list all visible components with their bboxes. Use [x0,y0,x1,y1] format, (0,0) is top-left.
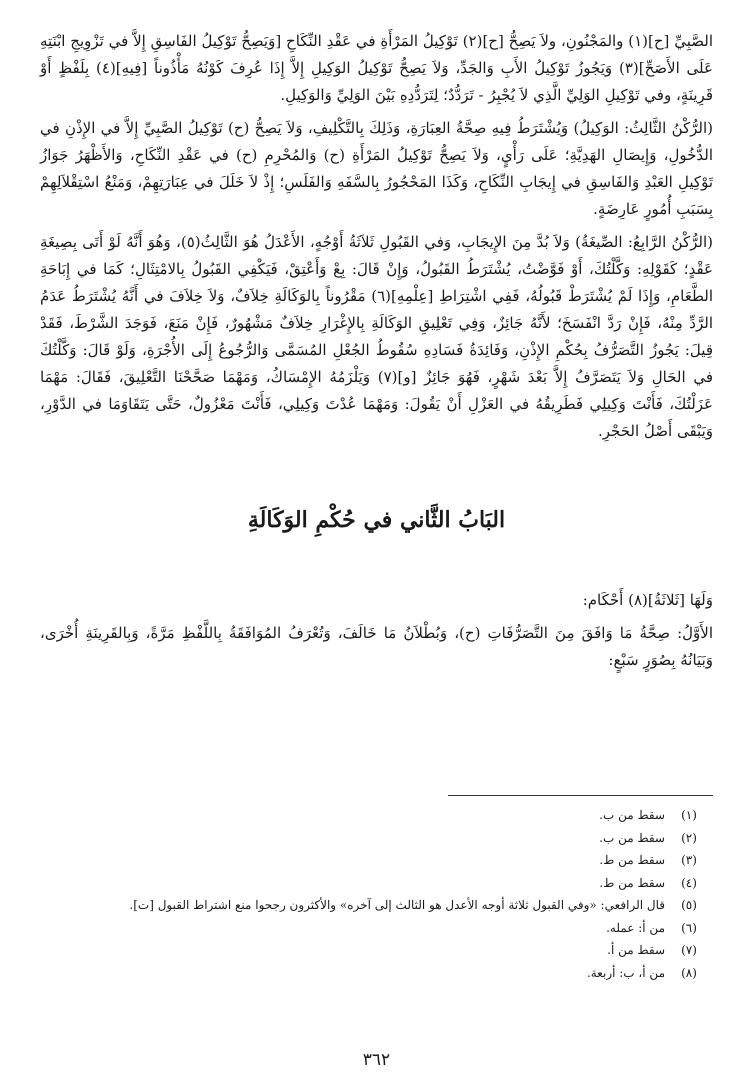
footnote-text: سقط من ط. [599,875,665,890]
page-number: ٣٦٢ [362,1050,391,1070]
footnote-number: (٥) [681,898,697,912]
footnote [40,962,713,985]
footnote-number: (٦) [681,920,697,935]
paragraph-1: الصَّبِيِّ [ح](١) والمَجْنُونِ، ولاَ يَصِحُّ [ح](٢) تَوْكِيلُ المَرْأَةِ في عَقْدِ النِّكَاحِ [وَيَصِحُّ تَوْكِيلُ الفَاسِقِ إِلاَّ في تَزْوِيجِ ابْنَتِهِ عَلَى الأَصَحِّ](٣) وَيَجُوزُ تَوْكِيلُ الأَبِ وَالجَدِّ، وَلاَ يَصِحُّ تَوْكِيلُ الوَكِيلِ إِلاَّ إِذَا عُرِفَ كَوْنُهُ مَأْذُوناً [فِيهِ](٤) بِلَفْظٍ أَوْ قَرِينَةٍ، وفي تَوْكِيلِ الوَلِيِّ الَّذِي لاَ يُجْبِرُ - تَرَدُّدٌ؛ لِتَرَدُّدِهِ بَيْنَ الوَلِيِّ وَالوَكِيلِ. [40,32,714,104]
footnote [40,872,713,895]
footnote-text: سقط من أ. [607,943,665,957]
footnote-number: (٨) [681,965,697,980]
footnote-text: قال الرافعي: «وفي القبول ثلاثة أوجه الأعدل هو الثالث إلى آخره» والأكثرون رجحوا منع اشتراط القبول [ت]. [129,898,665,912]
footnote [40,917,713,940]
footnote [40,849,713,872]
footnote-text: سقط من ب. [599,830,665,845]
footnote-number: (١) [681,808,697,822]
first-ruling: الأَوَّلُ: صِحَّةُ مَا وَافَقَ مِنَ التَّصَرُّفَاتِ (ح)، وَبُطْلاَنُ مَا خَالَفَ، وَتُعْرَفُ المُوَافَقَةُ بِاللَّفْظِ مَرَّةً، وَبِالقَرِينَةِ أُخْرَى، وَبَيَانُهُ بِصُوَرٍ سَبْعٍ: [40,624,713,669]
footnote-separator [448,795,713,796]
paragraph-2: (الرُّكْنُ الثَّالِثُ: الوَكِيلُ) وَيُشْتَرَطُ فِيهِ صِحَّةُ العِبَارَةِ، وَذَلِكَ بِالتَّكْلِيفِ، وَلاَ يَصِحُّ (ح) تَوْكِيلُ الصَّبِيِّ إِلاَّ في الإِذْنِ في الدُّخُولِ، وَإِيصَالِ الهَدِيَّةِ؛ عَلَى رَأْيٍ، وَلاَ يَصِحُّ تَوْكِيلُ المَرْأَةِ (ح) وَالمُحْرِمِ (ح) في عَقْدِ النِّكَاحِ، وَالأَظْهَرُ جَوَازُ تَوْكِيلِ العَبْدِ وَالفَاسِقِ في إِيجَابِ النِّكَاحِ، وَكَذَا المَحْجُورُ بِالسَّفَهِ وَالفَلَسِ؛ إِذْ لاَ خَلَلَ في عِبَارَتِهِمْ، وَمَنْعُ اسْتِقْلاَلِهِمْ بِسَبَبِ أُمُورٍ عَارِضَةٍ. [40,119,713,218]
footnote-list [40,804,713,984]
footnote-text: سقط من ط. [599,853,665,867]
footnote-text: من أ: عمله. [606,920,665,935]
footnote-number: (٢) [681,830,697,845]
footnote-text: من أ، ب: أربعة. [586,965,665,980]
rulings-intro: وَلَهَا [ثَلاثَةُ](٨) أَحْكَام: [582,591,713,609]
footnote-number: (٣) [681,853,697,867]
footnote [40,939,713,962]
footnote-text: سقط من ب. [599,808,665,822]
footnote-number: (٤) [681,875,697,890]
footnote-number: (٧) [681,943,697,957]
footnote [40,827,713,850]
footnote [40,804,713,827]
paragraph-3: (الرُّكْنُ الرَّابِعُ: الصِّيغَةُ) وَلاَ بُدَّ مِنَ الإِيجَابِ، وَفي القَبُولِ ثَلاَثَةُ أَوْجُهٍ، الأَعْدَلُ هُوَ الثَّالِثُ(٥)، وَهُوَ أَنَّهُ لَوْ أَتَى بِصِيغَةِ عَقْدٍ؛ كَقَوْلِهِ: وَكَّلْتُكَ، أَوْ فَوَّضْتُ، يُشْتَرَطُ القَبُولُ، وَإِنْ قَالَ: بِعْ وَأَعْتِقْ، فَيَكْفِي القَبُولُ بِالامْتِثَالِ؛ كَمَا في إِبَاحَةِ الطَّعَامِ، وَإِذَا لَمْ يُشْتَرَطْ قَبُولُهُ، فَفِي اشْتِرَاطِ [عِلْمِهِ](٦) مَقْرُوناً بِالوَكَالَةِ خِلاَفٌ، وَلاَ خِلاَفَ في أَنَّهُ يُشْتَرَطُ عَدَمُ الرَّدِّ مِنْهُ، فَإِنْ رَدَّ انْفَسَخَ؛ لأَنَّهُ جَائِزٌ، وَفِي تَعْلِيقِ الوَكَالَةِ بِالإِغْرَارِ خِلاَفٌ مَشْهُورٌ، فَإِنْ مَنَعَ، فَوَجَدَ الشَّرْطَ، فَقَدْ قِيلَ: يَجُوزُ التَّصَرُّفُ بِحُكْمِ الإِذْنِ، وَفَائِدَةُ فَسَادِهِ سُقُوطُ الجُعْلِ المُسَمَّى وَالرُّجُوعُ إِلَى الأُجْرَةِ، وَلَوْ قَالَ: وَكَّلْتُكَ في الحَالِ وَلاَ يَتَصَرَّفُ إِلاَّ بَعْدَ شَهْرٍ، فَهُوَ جَائِزٌ [و](٧) وَيَلْزَمُهُ الإِمْسَاكُ، وَمَهْمَا صَحَّحْنَا التَّعْلِيقَ، فَقَالَ: مَهْمَا عَزَلْتُكَ، فَأَنْتَ وَكِيلِي فَطَرِيقُهُ في العَزْلِ أَنْ يَقُولَ: وَمَهْمَا عُدْتَ وَكِيلِي، فَأَنْتَ مَعْزُولٌ، حَتَّى يَتَقَاوَمَا في الدَّوْرِ، وَيَبْقَى أَصْلُ الحَجْرِ. [40,233,714,440]
chapter-title: البَابُ الثَّاني في حُكْمِ الوَكَالَةِ [247,507,506,533]
page-content [40,28,713,680]
footnote [40,894,713,917]
